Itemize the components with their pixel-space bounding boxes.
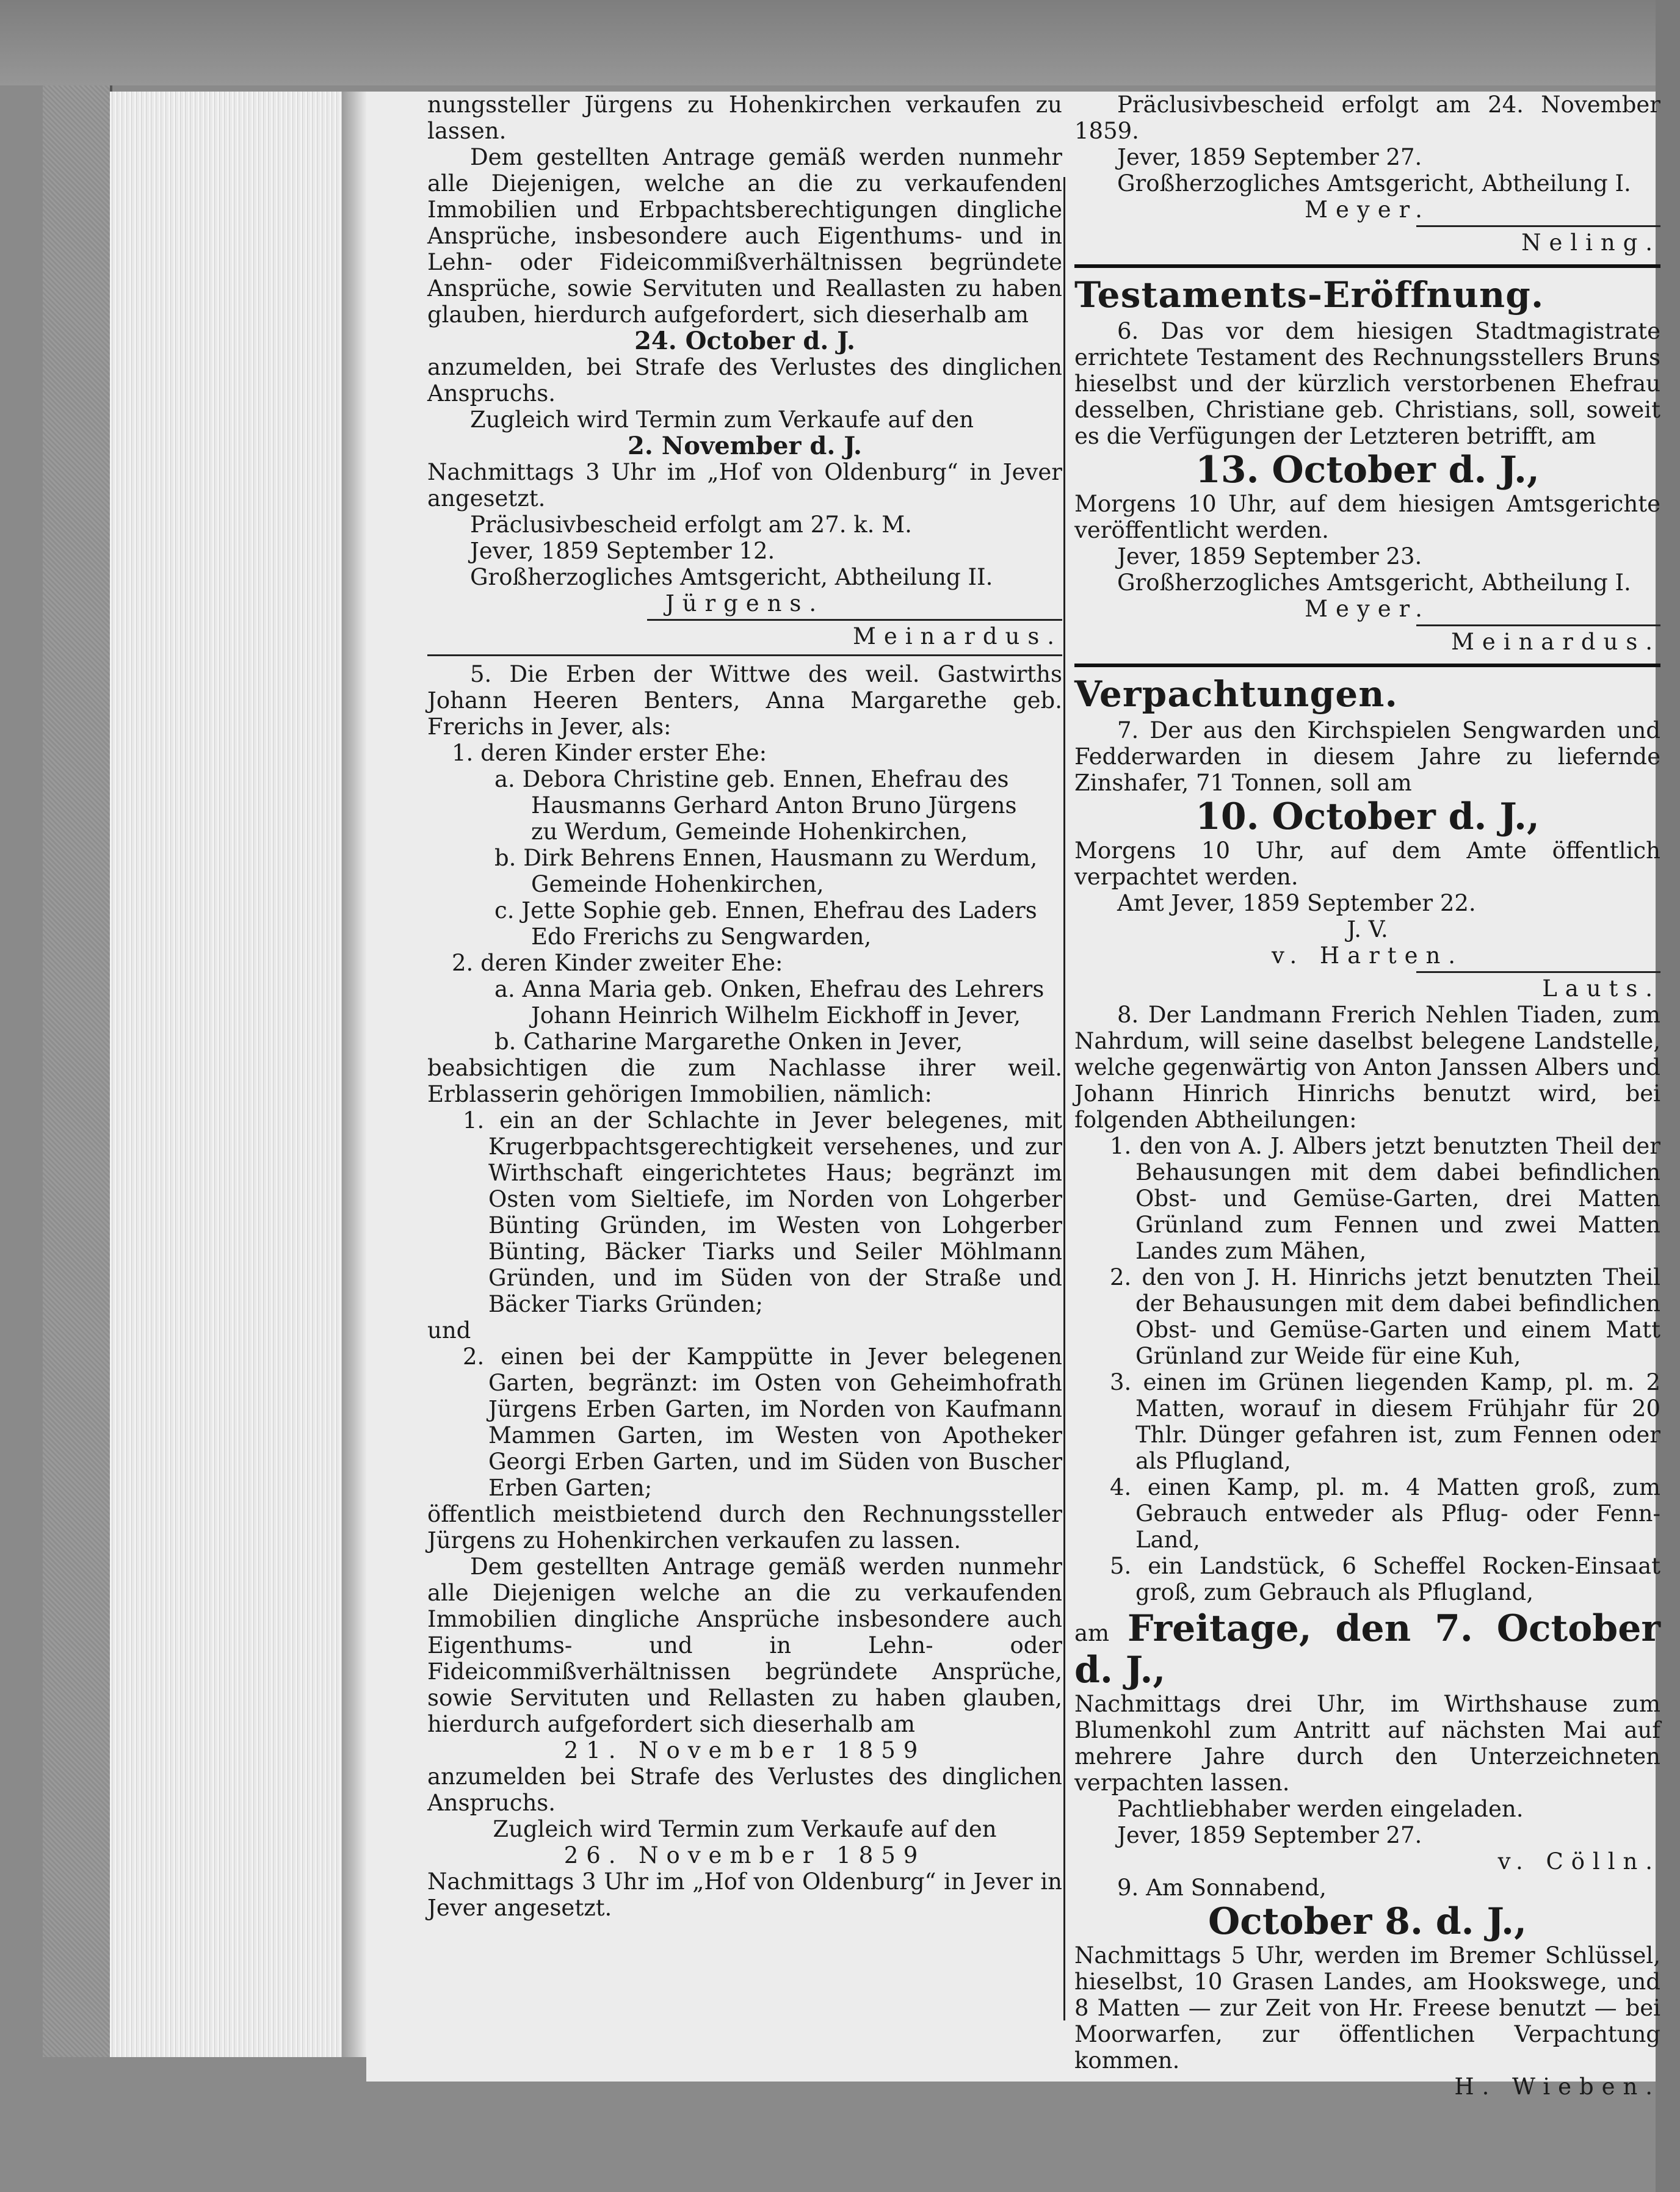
notice-7-place-date: Amt Jever, 1859 September 22.: [1117, 890, 1476, 916]
heir-line: b. Dirk Behrens Ennen, Hausmann zu Werdum,: [494, 845, 1038, 871]
heading-verpachtungen: Verpachtungen.: [1074, 673, 1398, 715]
heir-line: Gemeinde Hohenkirchen,: [531, 871, 824, 897]
section-rule-r1: [1074, 264, 1660, 268]
notice-6-time: Morgens 10 Uhr, auf dem hiesigen Amtsgerichte veröffentlicht werden.: [1074, 491, 1660, 543]
deadline-date: 24. October d. J.: [634, 327, 855, 355]
sale-time-place: Nachmittags 3 Uhr im „Hof von Oldenburg“ in Jever angesetzt.: [427, 459, 1062, 512]
notice-7-time: Morgens 10 Uhr, auf dem Amte öffentlich verpachtet werden.: [1074, 837, 1660, 890]
book-cover-edge: [43, 85, 112, 2057]
property-2: 2. einen bei der Kamppütte in Jever belegenen Garten, begränzt: im Osten von Geheimhofrath Jürgens Erben Garten, im Norden von Kaufmann Mammen Garten, im Westen von Apotheker Georgi Erben Garten, und im Süden von Buscher Erben Garten;: [463, 1344, 1062, 1501]
summons-paragraph-2: Dem gestellten Antrage gemäß werden nunmehr alle Diejenigen welche an die zu verkaufenden Immobilien dingliche Ansprüche insbesondere auch Eigenthums- und in Lehn- oder Fideicommißverhältnissen begründete Ansprüche, sowie Servituten und Rellasten zu haben glauben, hierdurch aufgefordert sich dieserhalb am: [427, 1554, 1062, 1737]
und-text: und: [427, 1317, 471, 1344]
sale-term-text-2: Zugleich wird Termin zum Verkaufe auf den: [493, 1816, 997, 1842]
sale-term-text: Zugleich wird Termin zum Verkaufe auf den: [470, 407, 974, 433]
intent-text: beabsichtigen die zum Nachlasse ihrer weil. Erblasserin gehörigen Immobilien, nämlich:: [427, 1055, 1062, 1107]
signature-rule-r: [1416, 225, 1660, 227]
heir-line: c. Jette Sophie geb. Ennen, Ehefrau des Laders: [494, 897, 1037, 924]
notice-6-sig-rule: [1416, 624, 1660, 626]
court-name-r: Großherzogliches Amtsgericht, Abtheilung I.: [1117, 170, 1631, 197]
notice-7-jv: J. V.: [1347, 916, 1388, 942]
signature-juergens: Jürgens.: [665, 590, 825, 617]
gutter-shadow: [342, 92, 366, 2057]
sale-time-place-2: Nachmittags 3 Uhr im „Hof von Oldenburg“ in Jever in Jever angesetzt.: [427, 1868, 1062, 1921]
property-1: 1. ein an der Schlachte in Jever belegenes, mit Krugerbpachtsgerechtigkeit versehenes, und zur Wirthschaft eingerichtetes Haus; begränzt im Osten vom Sieltiefe, im Norden von Lohgerber Bünting Gründen, im Westen von Lohgerber Bünting, Bäcker Tiarks und Seiler Möhlmann Gründen, und im Süden von der Straße und Bäcker Tiarks Gründen;: [463, 1107, 1062, 1317]
heir-line: 2. deren Kinder zweiter Ehe:: [452, 950, 783, 976]
notice-8-time: Nachmittags drei Uhr, im Wirthshause zum Blumenkohl zum Antritt auf nächsten Mai auf mehrere Jahre durch den Unterzeichneten verpachten lassen.: [1074, 1691, 1660, 1796]
notice-8-place-date: Jever, 1859 September 27.: [1117, 1822, 1422, 1848]
heading-testament: Testaments-Eröffnung.: [1074, 274, 1544, 316]
notice-6-date: 13. October d. J.,: [1195, 449, 1540, 491]
notice-6-place-date: Jever, 1859 September 23.: [1117, 543, 1422, 570]
preclusion-text: Präclusivbescheid erfolgt am 27. k. M.: [470, 512, 912, 538]
notice-7-date: 10. October d. J.,: [1195, 795, 1540, 838]
place-date: Jever, 1859 September 12.: [470, 538, 775, 564]
notice-8-text: 8. Der Landmann Frerich Nehlen Tiaden, zum Nahrdum, will seine daselbst belegene Landstelle, welche gegenwärtig von Anton Janssen Albers und Johann Hinrich Hinrichs benutzt wird, bei folgenden Abtheilungen:: [1074, 1002, 1660, 1133]
notice-6-court: Großherzogliches Amtsgericht, Abtheilung I.: [1117, 570, 1631, 596]
right-column: [1074, 92, 1660, 2100]
heirs-list: [427, 740, 1062, 1055]
preclusion-text-r: Präclusivbescheid erfolgt am 24. November 1859.: [1074, 92, 1660, 144]
section-rule: [427, 654, 1062, 656]
lease-lot: 2. den von J. H. Hinrichs jetzt benutzten Theil der Behausungen mit dem dabei befindlichen Obst- und Gemüse-Garten und einem Matt Grünland zur Weide für eine Kuh,: [1110, 1264, 1660, 1369]
notice-6-sig-meinardus: Meinardus.: [1451, 629, 1660, 655]
summons-paragraph: Dem gestellten Antrage gemäß werden nunmehr alle Diejenigen, welche an die zu verkaufenden Immobilien und Erbpachtsberechtigungen dingliche Ansprüche, insbesondere auch Eigenthums- und in Lehn- oder Fideicommißverhältnissen begründete Ansprüche, sowie Servituten und Reallasten zu haben glauben, hierdurch aufgefordert, sich dieserhalb am: [427, 144, 1062, 328]
section-rule-r2: [1074, 664, 1660, 667]
heir-line: zu Werdum, Gemeinde Hohenkirchen,: [531, 819, 968, 845]
lease-lot: 1. den von A. J. Albers jetzt benutzten Theil der Behausungen mit dem dabei befindlichen Obst- und Gemüse-Garten, drei Matten Grünland zum Fennen und zwei Matten Landes zum Mähen,: [1110, 1133, 1660, 1264]
heir-line: Edo Frerichs zu Sengwarden,: [531, 924, 872, 950]
heir-line: a. Anna Maria geb. Onken, Ehefrau des Lehrers: [494, 976, 1045, 1002]
notice-9-intro: 9. Am Sonnabend,: [1117, 1875, 1327, 1901]
lease-lot: 4. einen Kamp, pl. m. 4 Matten groß, zum Gebrauch entweder als Pflug- oder Fenn-Land,: [1110, 1474, 1660, 1553]
page-stack-edge: [110, 92, 342, 2057]
continued-text: nungssteller Jürgens zu Hohenkirchen verkaufen zu lassen.: [427, 92, 1062, 144]
notice-8-invite: Pachtliebhaber werden eingeladen.: [1117, 1796, 1524, 1822]
signature-rule: [647, 619, 1062, 621]
notice-8-date: Freitage, den 7. October d. J.,: [1074, 1607, 1660, 1691]
place-date-r: Jever, 1859 September 27.: [1117, 144, 1422, 170]
notice-6-text: 6. Das vor dem hiesigen Stadtmagistrate errichtete Testament des Rechnungsstellers Bruns hieselbst und der kürzlich verstorbenen Ehefrau desselben, Christiane geb. Christians, soll, soweit es die Verfügungen der Letzteren betrifft, am: [1074, 318, 1660, 449]
notice-7-text: 7. Der aus den Kirchspielen Sengwarden und Fedderwarden in diesem Jahre zu liefernde Zinshafer, 71 Tonnen, soll am: [1074, 717, 1660, 796]
lots-list: [1074, 1133, 1660, 1605]
public-sale-text: öffentlich meistbietend durch den Rechnungssteller Jürgens zu Hohenkirchen verkaufen zu lassen.: [427, 1501, 1062, 1554]
heir-line: b. Catharine Margarethe Onken in Jever,: [494, 1029, 963, 1055]
heir-line: 1. deren Kinder erster Ehe:: [452, 740, 767, 766]
deadline-date-2: 21. November 1859: [563, 1737, 926, 1763]
signature-neling: Neling.: [1521, 230, 1660, 256]
heir-line: Johann Heinrich Wilhelm Eickhoff in Jever,: [531, 1002, 1021, 1029]
sale-date-2: 26. November 1859: [563, 1842, 926, 1868]
lease-lot: 5. ein Landstück, 6 Scheffel Rocken-Einsaat groß, zum Gebrauch als Pflugland,: [1110, 1553, 1660, 1605]
notice-8-date-line: [1074, 1608, 1660, 1691]
notice-9-sig-wieben: H. Wieben.: [1454, 2074, 1660, 2100]
notice-7-sig-harten: v. Harten.: [1272, 942, 1463, 969]
sale-date: 2. November d. J.: [628, 432, 862, 460]
notice-6-sig-meyer: Meyer.: [1305, 596, 1430, 622]
notice-8-sig-coelln: v. Cölln.: [1497, 1848, 1660, 1875]
court-name: Großherzogliches Amtsgericht, Abtheilung II.: [470, 564, 993, 590]
column-divider: [1063, 177, 1065, 2020]
signature-meinardus: Meinardus.: [853, 623, 1062, 649]
heir-line: Hausmanns Gerhard Anton Bruno Jürgens: [531, 792, 1017, 819]
notice-8-am: am: [1074, 1620, 1110, 1646]
signature-meyer: Meyer.: [1305, 197, 1430, 223]
notice-7-sig-rule: [1416, 971, 1660, 973]
scan-background: [0, 0, 1680, 85]
left-column: [427, 92, 1062, 1921]
notice-9-text: Nachmittags 5 Uhr, werden im Bremer Schlüssel, hieselbst, 10 Grasen Landes, am Hookswege, und 8 Matten — zur Zeit von Hr. Freese benutzt — bei Moorwarfen, zur öffentlichen Verpachtung kommen.: [1074, 1942, 1660, 2074]
notice-9-date: October 8. d. J.,: [1208, 1900, 1527, 1943]
lease-lot: 3. einen im Grünen liegenden Kamp, pl. m. 2 Matten, worauf in diesem Frühjahr für 20 Thlr. Dünger gefahren ist, zum Fennen oder als Pflugland,: [1110, 1369, 1660, 1474]
penalty-text: anzumelden, bei Strafe des Verlustes des dinglichen Anspruchs.: [427, 354, 1062, 407]
notice-5-intro: 5. Die Erben der Wittwe des weil. Gastwirths Johann Heeren Benters, Anna Margarethe geb. Frerichs in Jever, als:: [427, 661, 1062, 740]
notice-7-sig-lauts: Lauts.: [1542, 975, 1660, 1002]
penalty-text-2: anzumelden bei Strafe des Verlustes des dinglichen Anspruchs.: [427, 1763, 1062, 1816]
heir-line: a. Debora Christine geb. Ennen, Ehefrau des: [494, 766, 1009, 792]
